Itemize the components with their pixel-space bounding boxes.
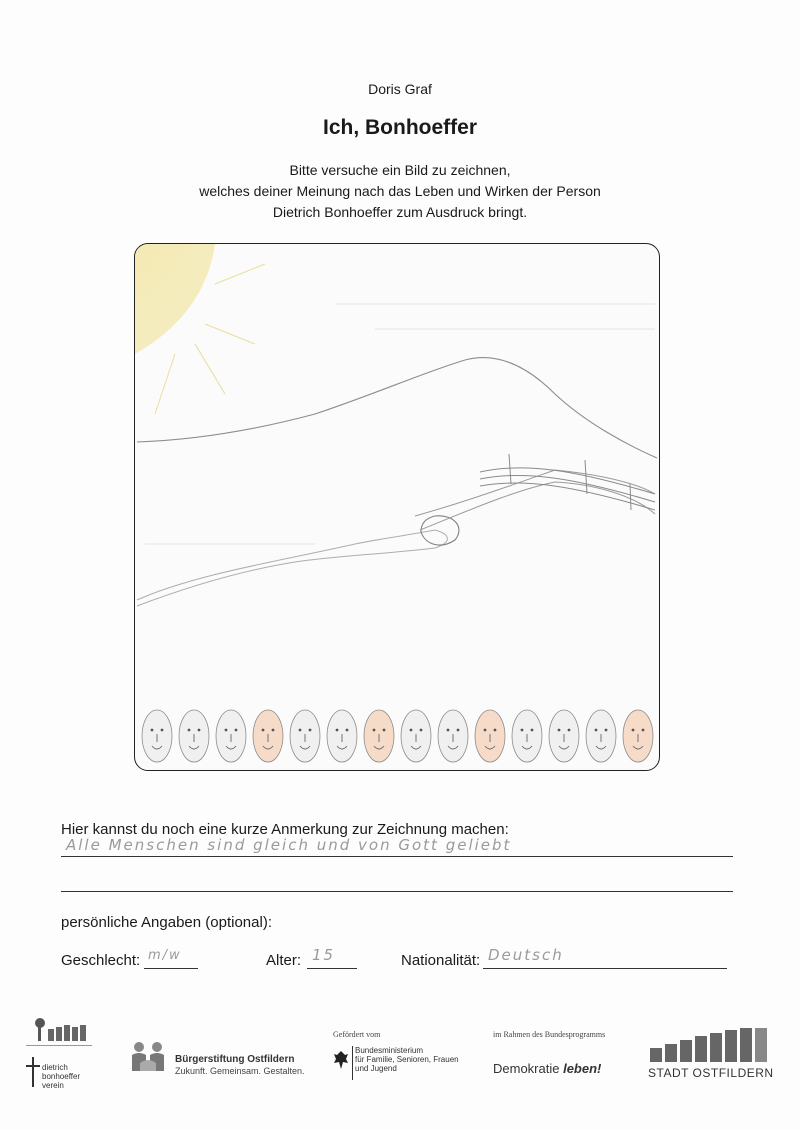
comment-label: Hier kannst du noch eine kurze Anmerkung zur Zeichnung machen: [61, 821, 509, 838]
gender-label: Geschlecht: [61, 952, 141, 969]
personal-heading: persönliche Angaben (optional): [61, 914, 272, 931]
stadt-ostfildern-logo-icon [648, 1026, 768, 1064]
page-title: Ich, Bonhoeffer [322, 116, 477, 139]
face-9 [438, 710, 468, 762]
nationality-label: Nationalität: [401, 952, 481, 969]
verein-line-1: dietrich [42, 1063, 68, 1072]
face-11 [512, 710, 542, 762]
verein-emblem-icon [24, 1015, 100, 1055]
face-7 [364, 710, 394, 762]
comment-handwriting: Alle Menschen sind gleich und von Gott geliebt [66, 836, 512, 854]
program-label: im Rahmen des Bundesprogramms [493, 1030, 606, 1039]
ministry-line-2: für Familie, Senioren, Frauen [355, 1055, 459, 1064]
gender-field[interactable] [144, 968, 198, 969]
face-2 [179, 710, 209, 762]
funded-label: Gefördert vom [333, 1030, 381, 1039]
program-name-b: leben! [563, 1061, 602, 1076]
buergerstiftung-logo-icon [130, 1041, 166, 1073]
drawing-frame [134, 243, 660, 771]
verein-line-2: bonhoeffer [42, 1072, 81, 1081]
age-label: Alter: [266, 952, 302, 969]
buergerstiftung-title: Bürgerstiftung Ostfildern [175, 1054, 295, 1065]
instruction-line-1: Bitte versuche ein Bild zu zeichnen, [289, 162, 511, 178]
face-5 [290, 710, 320, 762]
face-3 [216, 710, 246, 762]
gender-value: m/w [148, 948, 182, 963]
instruction-line-2: welches deiner Meinung nach das Leben und Wirken der Person [199, 183, 601, 199]
face-4 [253, 710, 283, 762]
mountain-line [137, 358, 657, 458]
age-value: 15 [312, 946, 336, 964]
face-13 [586, 710, 616, 762]
comment-line-1[interactable] [61, 856, 733, 857]
nationality-value: Deutsch [488, 946, 564, 964]
comment-line-2[interactable] [61, 891, 733, 892]
ministry-line-3: und Jugend [355, 1064, 397, 1073]
ministry-line-1: Bundesministerium [355, 1046, 424, 1055]
eagle-icon [333, 1049, 349, 1071]
program-name [493, 1061, 601, 1076]
ministry-name [355, 1046, 459, 1073]
instruction-line-3: Dietrich Bonhoeffer zum Ausdruck bringt. [272, 204, 528, 220]
verein-line-3: verein [42, 1081, 64, 1090]
age-field[interactable] [307, 968, 357, 969]
buergerstiftung-subtitle: Zukunft. Gemeinsam. Gestalten. [175, 1066, 305, 1076]
face-6 [327, 710, 357, 762]
faces-row [142, 710, 653, 762]
author-name: Doris Graf [368, 81, 432, 97]
face-14 [623, 710, 653, 762]
nationality-field[interactable] [483, 968, 727, 969]
face-1 [142, 710, 172, 762]
city-name: STADT OSTFILDERN [648, 1066, 774, 1080]
face-12 [549, 710, 579, 762]
program-name-a: Demokratie [493, 1061, 560, 1076]
fingernail [421, 516, 459, 545]
bonhoeffer-verein-logo [24, 1015, 100, 1093]
face-10 [475, 710, 505, 762]
pencil-drawing [135, 244, 659, 770]
rope-lines [480, 454, 655, 510]
face-8 [401, 710, 431, 762]
